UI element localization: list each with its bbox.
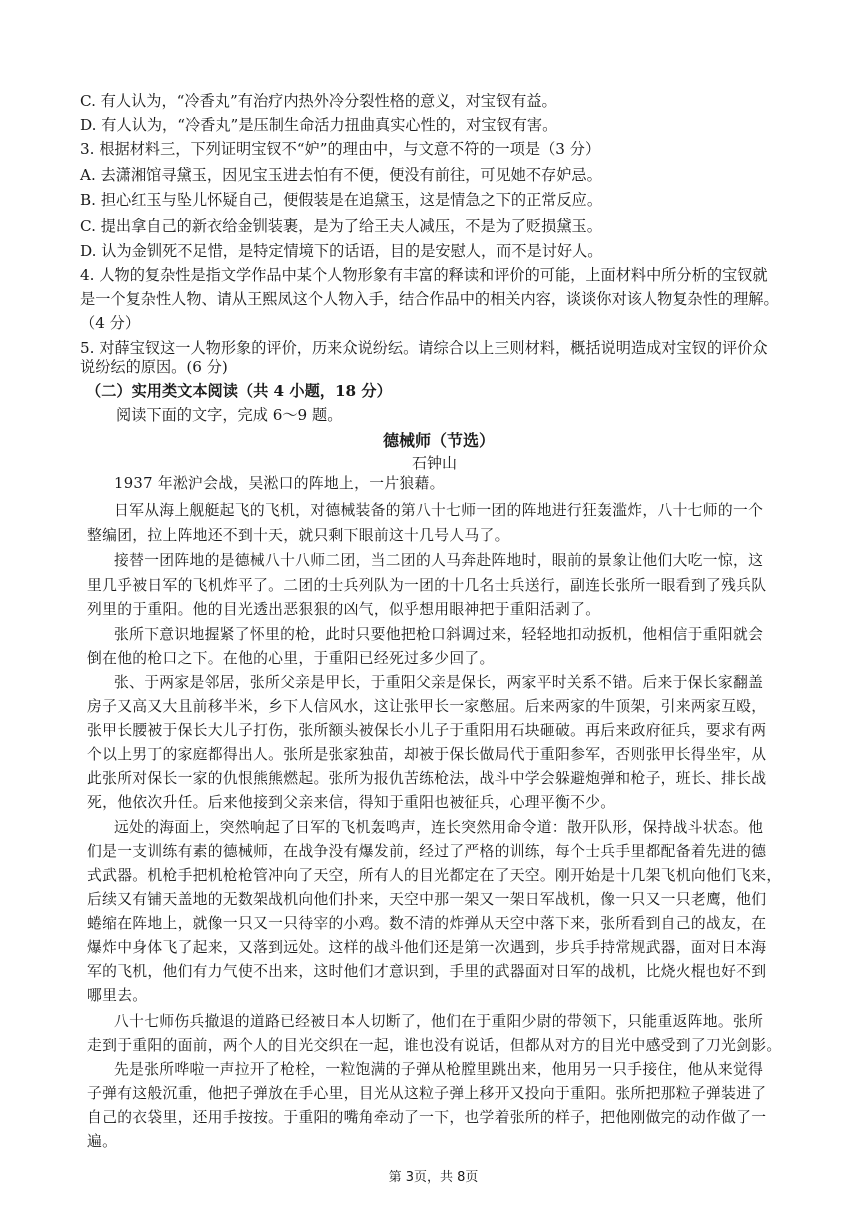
q4-line-3: （4 分） — [80, 314, 141, 332]
q4-line-2: 是一个复杂性人物、请从王熙凤这个人物入手，结合作品中的相关内容，谈谈你对该人物复杂性的理解。 — [80, 290, 779, 308]
article-line: 哪里去。 — [87, 987, 148, 1004]
article-line: 日军从海上舰艇起飞的飞机，对德械装备的第八十七师一团的阵地进行狂轰滥炸，八十七师的一个 — [114, 502, 764, 519]
article-line: 接替一团阵地的是德械八十八师二团，当二团的人马奔赴阵地时，眼前的景象让他们大吃一惊，这 — [114, 552, 764, 569]
q3-option-a: A. 去潇湘馆寻黛玉，因见宝玉进去怕有不便，便没有前往，可见她不存妒忌。 — [80, 166, 602, 184]
article-line: 张所下意识地握紧了怀里的枪，此时只要他把枪口斜调过来，轻轻地扣动扳机，他相信于重阳就会 — [114, 626, 764, 643]
article-line: 爆炸中身体飞了起来，又落到远处。这样的战斗他们还是第一次遇到，步兵手持常规武器，面对日本海 — [87, 939, 767, 956]
article-line: 军的飞机，他们有力气使不出来，这时他们才意识到，手里的武器面对日军的战机，比烧火棍也好不到 — [87, 963, 767, 980]
q2-option-d: D. 有人认为，“冷香丸”是压制生命活力扭曲真实心性的，对宝钗有害。 — [80, 116, 558, 134]
article-line: 蜷缩在阵地上，就像一只又一只待宰的小鸡。数不清的炸弹从天空中落下来，张所看到自己的战友，在 — [87, 915, 767, 932]
article-line: 遍。 — [87, 1133, 118, 1150]
q3-option-b: B. 担心红玉与坠儿怀疑自己，便假装是在追黛玉，这是情急之下的正常反应。 — [80, 191, 603, 209]
article-line: 子弹有这般沉重，他把子弹放在手心里，目光从这粒子弹上移开又投向于重阳。张所把那粒子弹装进了 — [87, 1085, 767, 1102]
article-title: 德械师（节选） — [383, 431, 496, 450]
article-author: 石钟山 — [412, 454, 458, 472]
section-heading: （二）实用类文本阅读（共 4 小题，18 分） — [86, 382, 392, 400]
article-line: 列里的于重阳。他的目光透出恶狠狠的凶气，似乎想用眼神把于重阳活剥了。 — [87, 601, 601, 618]
article-line: 自己的衣袋里，还用手按按。于重阳的嘴角牵动了一下，也学着张所的样子，把他刚做完的动作做了一 — [87, 1109, 767, 1126]
article-line: 此张所对保长一家的仇恨熊熊燃起。张所为报仇苦练枪法，战斗中学会躲避炮弹和枪子，班长、排长战 — [87, 770, 767, 787]
article-line: 整编团，拉上阵地还不到十天，就只剩下眼前这十几号人马了。 — [87, 527, 510, 544]
article-line: 后续又有铺天盖地的无数架战机向他们扑来，天空中那一架又一架日军战机，像一只又一只老鹰，他们 — [87, 891, 767, 908]
q5-line-1: 5. 对薛宝钗这一人物形象的评价，历来众说纷纭。请综合以上三则材料，概括说明造成对宝钗的评价众 — [80, 339, 768, 357]
q3-option-d: D. 认为金钏死不足惜，是特定情境下的话语，目的是安慰人，而不是讨好人。 — [80, 242, 603, 260]
article-line: 远处的海面上，突然响起了日军的飞机轰鸣声，连长突然用命令道：散开队形，保持战斗状态。他 — [114, 819, 764, 836]
article-line: 式武器。机枪手把机枪枪管冲向了天空，所有人的目光都定在了天空。刚开始是十几架飞机向他们飞来， — [87, 867, 782, 884]
q3-stem: 3. 根据材料三，下列证明宝钗不“妒”的理由中，与文意不符的一项是（3 分） — [80, 140, 601, 158]
article-line: 死，他依次升任。后来他接到父亲来信，得知于重阳也被征兵，心理平衡不少。 — [87, 794, 616, 811]
page-footer: 第 3页，共 8页 — [388, 1170, 479, 1185]
q5-line-2: 说纷纭的原因。(6 分) — [80, 358, 228, 376]
article-line: 1937 年淞沪会战，吴淞口的阵地上，一片狼藉。 — [114, 475, 445, 492]
article-line: 先是张所哗啦一声拉开了枪栓，一粒饱满的子弹从枪膛里跳出来，他用另一只手接住，他从来觉得 — [114, 1061, 764, 1078]
article-line: 张甲长腰被于保长大儿子打伤，张所额头被保长小儿子于重阳用石块砸破。再后来政府征兵，要求有两 — [87, 722, 767, 739]
q4-line-1: 4. 人物的复杂性是指文学作品中某个人物形象有丰富的释读和评价的可能，上面材料中所分析的宝钗就 — [80, 266, 768, 284]
article-line: 房子又高又大且前移半米，乡下人信风水，这让张甲长一家憋屈。后来两家的牛顶架，引来两家互殴， — [87, 698, 767, 715]
article-line: 八十七师伤兵撤退的道路已经被日本人切断了，他们在于重阳少尉的带领下，只能重返阵地。张所 — [114, 1013, 764, 1030]
q2-option-c: C. 有人认为，“冷香丸”有治疗内热外冷分裂性格的意义，对宝钗有益。 — [80, 92, 557, 110]
article-line: 张、于两家是邻居，张所父亲是甲长，于重阳父亲是保长，两家平时关系不错。后来于保长家翻盖 — [114, 674, 764, 691]
q3-option-c: C. 提出拿自己的新衣给金钏装裹，是为了给王夫人减压，不是为了贬损黛玉。 — [80, 217, 602, 235]
section-instruction: 阅读下面的文字，完成 6～9 题。 — [116, 406, 343, 424]
article-line: 们是一支训练有素的德械师，在战争没有爆发前，经过了严格的训练，每个士兵手里都配备着先进的德 — [87, 843, 767, 860]
article-line: 个以上男丁的家庭都得出人。张所是张家独苗，却被于保长做局代于重阳参军，否则张甲长得坐牢，从 — [87, 746, 767, 763]
article-line: 倒在他的枪口之下。在他的心里，于重阳已经死过多少回了。 — [87, 650, 495, 667]
article-line: 里几乎被日军的飞机炸平了。二团的士兵列队为一团的十几名士兵送行，副连长张所一眼看到了残兵队 — [87, 577, 767, 594]
article-line: 走到于重阳的面前，两个人的目光交织在一起，谁也没有说话，但都从对方的目光中感受到了刀光剑影。 — [87, 1037, 782, 1054]
